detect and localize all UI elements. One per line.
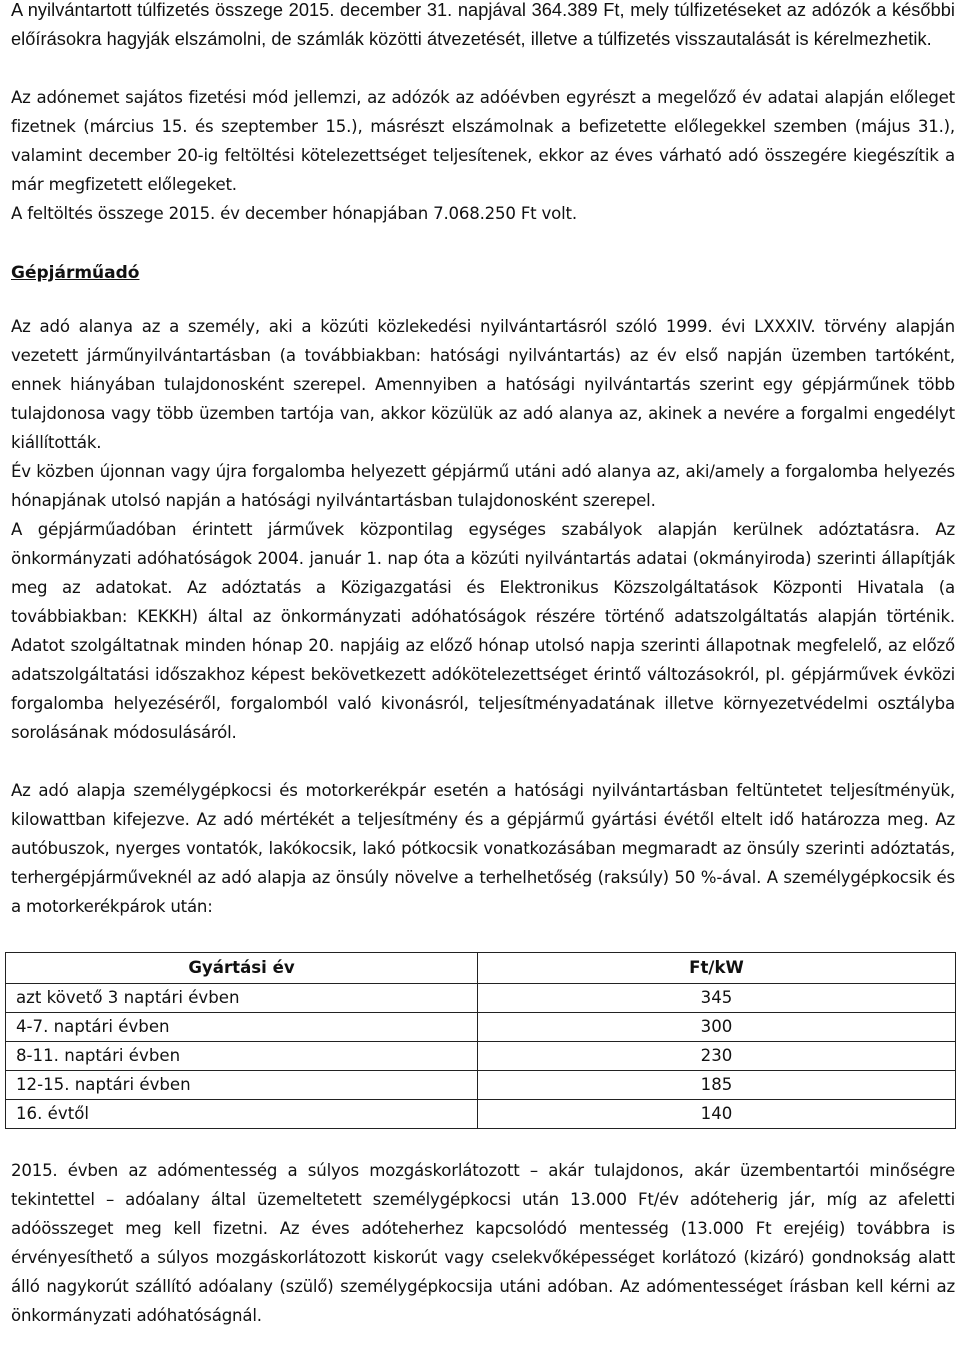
paragraph-tax-base: Az adó alapja személygépkocsi és motorkerékpár esetén a hatósági nyilvántartásban feltüntetet teljesítményük, kilowattban kifejezve. Az adó mértékét a teljesítmény és a gépjármű gyártási évétől eltelt idő határozza meg. Az autóbuszok, nyerges vontatók, lakókocsik, lakó pótkocsik vonatkozásában megmaradt az önsúly szerinti adóztatás, terhergépjárműveknél az adó alapja az önsúly növelve a terhelhetőség (raksúly) 50 %-ával. A személygépkocsik és a motorkerékpárok után: [11,781,955,916]
rate-table [5,952,956,1129]
table-header-year: Gyártási év [6,953,478,984]
table-header-row [6,953,956,984]
table-cell-rate: 230 [478,1042,956,1071]
table-cell-period: 8-11. naptári évben [6,1042,478,1071]
paragraph-tax-subject: Az adó alanya az a személy, aki a közúti közlekedési nyilvántartásról szóló 1999. évi LXXXIV. törvény alapján vezetett járműnyilvántartásban (a továbbiakban: hatósági nyilvántartás) az év első napján üzemben tartóként, ennek hiányában tulajdonosként szerepel. Amennyiben a hatósági nyilvántartás szerint egy gépjárműnek több tulajdonosa vagy több üzemben tartója van, akkor közülük az adó alanya az, akinek a nevére a forgalmi engedélyt kiállították. [11,317,955,452]
paragraph-overpayment: A nyilvántartott túlfizetés összege 2015. december 31. napjával 364.389 Ft, mely túlfizetéseket az adózók a későbbi előírásokra hagyják elszámolni, de számlák közötti átvezetését, illetve a túlfizetés visszautalását is kérelmezhetik. [11,0,955,49]
section-heading-vehicle-tax: Gépjárműadó [11,263,140,283]
table-cell-rate: 300 [478,1013,956,1042]
paragraph-prepayment: Az adónemet sajátos fizetési mód jellemzi, az adózók az adóévben egyrészt a megelőző év adatai alapján előleget fizetnek (március 15. és szeptember 15.), másrészt elszámolnak a befizetette előlegekkel szemben (május 31.), valamint december 20-ig feltöltési kötelezettséget teljesítenek, ekkor az éves várható adó összegére kiegészítik a már megfizetett előlegeket. [11,88,955,194]
table-cell-rate: 140 [478,1100,956,1129]
table-cell-period: 16. évtől [6,1100,478,1129]
table-cell-period: 12-15. naptári évben [6,1071,478,1100]
table-cell-period: 4-7. naptári évben [6,1013,478,1042]
document-page [11,0,955,1330]
paragraph-topup: A feltöltés összege 2015. év december hónapjában 7.068.250 Ft volt. [11,204,577,223]
table-row [6,1042,956,1071]
paragraph-central-rules: A gépjárműadóban érintett járművek központilag egységes szabályok alapján kerülnek adóztatásra. Az önkormányzati adóhatóságok 2004. január 1. nap óta a közúti nyilvántartás adatai (okmányiroda) szerinti állapítják meg az adatokat. Az adóztatás a Közigazgatási és Elektronikus Közszolgáltatások Központi Hivatala (a továbbiakban: KEKKH) által az önkormányzati adóhatóságok részére történő adatszolgáltatás alapján történik. Adatot szolgáltatnak minden hónap 20. napjáig az előző hónap utolsó napja szerinti állapotnak megfelelő, az előző adatszolgáltatási időszakhoz képest bekövetkezett adókötelezettséget érintő változásokról, pl. gépjárművek évközi forgalomba helyezéséről, forgalomból való kivonásról, teljesítményadatának illetve környezetvédelmi osztályba sorolásának módosulásáról. [11,520,955,742]
paragraph-exemption: 2015. évben az adómentesség a súlyos mozgáskorlátozott – akár tulajdonos, akár üzembentartói minőségre tekintettel – adóalany által üzemeltetett személygépkocsi után 13.000 Ft/év adóteherig jár, míg az afeletti adóösszeget meg kell fizetni. Az éves adóteherhez kapcsolódó mentesség (13.000 Ft erejéig) továbbra is érvényesíthető a súlyos mozgáskorlátozott kiskorút vagy cselekvőképességet korlátozó (kizáró) gondnokság alatt álló nagykorút szállító adóalany (szülő) személygépkocsija utáni adóban. Az adómentességet írásban kell kérni az önkormányzati adóhatóságnál. [11,1161,955,1325]
table-cell-rate: 345 [478,984,956,1013]
table-cell-rate: 185 [478,1071,956,1100]
table-row [6,1100,956,1129]
table-header-rate: Ft/kW [478,953,956,984]
table-row [6,1013,956,1042]
table-row [6,984,956,1013]
paragraph-new-vehicle: Év közben újonnan vagy újra forgalomba helyezett gépjármű utáni adó alanya az, aki/amely a forgalomba helyezés hónapjának utolsó napján a hatósági nyilvántartásban tulajdonosként szerepel. [11,462,955,510]
table-row [6,1071,956,1100]
table-cell-period: azt követő 3 naptári évben [6,984,478,1013]
